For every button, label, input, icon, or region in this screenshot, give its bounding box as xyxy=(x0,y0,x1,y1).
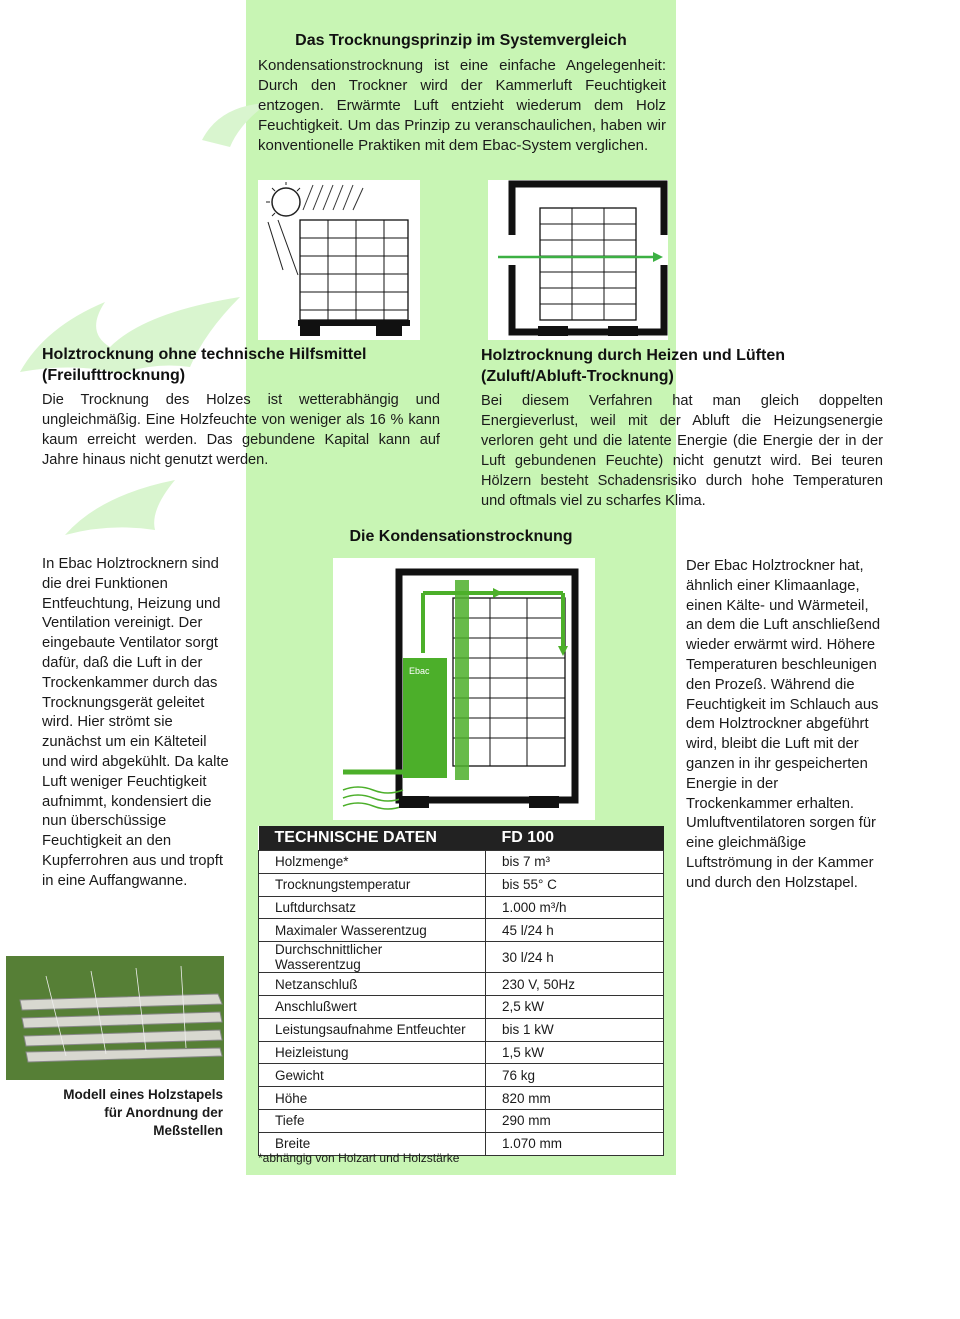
photo-caption-line1: Modell eines Holzstapels xyxy=(63,1087,223,1102)
table-cell-value: 1,5 kW xyxy=(486,1041,664,1064)
table-cell-label: Leistungsaufnahme Entfeuchter xyxy=(259,1018,486,1041)
table-cell-label: Netzanschluß xyxy=(259,973,486,996)
outdoor-drying-title xyxy=(42,344,442,386)
ebac-dryer-unit xyxy=(403,658,447,778)
condensation-title: Die Kondensationstrocknung xyxy=(349,528,573,545)
table-cell-value: 2,5 kW xyxy=(486,995,664,1018)
table-row xyxy=(259,896,664,919)
table-cell-value: 45 l/24 h xyxy=(486,919,664,942)
table-header-row xyxy=(259,826,664,851)
heating-drying-title xyxy=(481,345,901,387)
intro-paragraph: Kondensationstrocknung ist eine einfache Angelegenheit: Durch den Trockner wird der Kammerluft Feuchtigkeit entzogen. Erwärmte Luft entzieht wiederum dem Holz Feuchtigkeit. Um das Prinzip zu veranschaulichen, haben wir konventionelle Praktiken mit dem Ebac-System verglichen. xyxy=(258,57,666,154)
heating-drying-title-line1: Holztrocknung durch Heizen und Lüften xyxy=(481,347,785,364)
table-cell-label: Tiefe xyxy=(259,1109,486,1132)
table-row xyxy=(259,1018,664,1041)
wood-stack-photo xyxy=(6,956,224,1080)
heating-ventilation-illustration xyxy=(488,180,668,340)
table-row xyxy=(259,851,664,874)
table-row xyxy=(259,1041,664,1064)
ebac-unit-label: Ebac xyxy=(409,666,430,676)
table-cell-value: 820 mm xyxy=(486,1087,664,1110)
table-cell-label: Durchschnittlicher Wasserentzug xyxy=(259,942,486,973)
table-cell-value: bis 1 kW xyxy=(486,1018,664,1041)
table-row xyxy=(259,873,664,896)
photo-caption-line2: für Anordnung der xyxy=(104,1105,223,1120)
page-title: Das Trocknungsprinzip im Systemvergleich xyxy=(295,32,627,49)
table-row xyxy=(259,942,664,973)
table-row xyxy=(259,1064,664,1087)
outdoor-drying-title-line2: (Freilufttrocknung) xyxy=(42,367,186,384)
table-row xyxy=(259,919,664,942)
table-cell-label: Anschlußwert xyxy=(259,995,486,1018)
photo-caption-line3: Meßstellen xyxy=(153,1123,223,1138)
table-cell-label: Luftdurchsatz xyxy=(259,896,486,919)
table-row xyxy=(259,1109,664,1132)
technical-data-table xyxy=(258,826,664,1156)
table-cell-value: 1.000 m³/h xyxy=(486,896,664,919)
table-row xyxy=(259,973,664,996)
sun-icon xyxy=(272,188,300,216)
table-header-label: TECHNISCHE DATEN xyxy=(259,826,486,851)
table-cell-value: 30 l/24 h xyxy=(486,942,664,973)
table-cell-value: bis 7 m³ xyxy=(486,851,664,874)
table-cell-label: Holzmenge* xyxy=(259,851,486,874)
condensation-left-text: In Ebac Holztrocknern sind die drei Funktionen Entfeuchtung, Heizung und Ventilation vereinigt. Der eingebaute Ventilator sorgt dafür, daß die Luft in der Trockenkammer durch das Trocknungsgerät geleitet wird. Hier strömt sie zunächst um ein Kälteteil und wird abgekühlt. Da kalte Luft weniger Feuchtigkeit aufnimmt, kondensiert die nun überschüssige Feuchtigkeit an den Kupferrohren aus und tropft in eine Auffangwanne. xyxy=(42,556,229,889)
table-cell-value: 1.070 mm xyxy=(486,1132,664,1155)
table-cell-value: 230 V, 50Hz xyxy=(486,973,664,996)
table-cell-label: Trocknungstemperatur xyxy=(259,873,486,896)
condensation-dryer-illustration xyxy=(333,558,595,820)
table-cell-value: bis 55° C xyxy=(486,873,664,896)
leaf-swoosh-decoration xyxy=(60,475,180,540)
table-cell-label: Maximaler Wasserentzug xyxy=(259,919,486,942)
outdoor-drying-illustration xyxy=(258,180,420,340)
table-cell-value: 76 kg xyxy=(486,1064,664,1087)
condensation-right-text: Der Ebac Holztrockner hat, ähnlich einer Klimaanlage, einen Kälte- und Wärmeteil, an dem die Luft anschließend wieder erwärmt wird. Höhere Temperaturen beschleunigen den Prozeß. Während die Feuchtigkeit im Schlauch aus dem Holztrockner abgeführt wird, bleibt die Luft mit der ganzen in ihr gespeicherten Energie in der Trockenkammer erhalten. Umluftventilatoren sorgen für eine gleichmäßige Luftströmung in der Kammer und durch den Holzstapel. xyxy=(686,558,881,891)
table-header-model: FD 100 xyxy=(486,826,664,851)
heating-drying-text: Bei diesem Verfahren hat man gleich doppelten Energieverlust, weil mit der Abluft die Heizungsenergie verloren geht und die latente Energie (die Energie der in der Luft gebundenen Feuchte) nicht genutzt wird. Bei teuren Hölzern besteht Schadensrisiko durch hohe Temperaturen und oftmals viel zu scharfes Klima. xyxy=(481,393,883,509)
outdoor-drying-text: Die Trocknung des Holzes ist wetterabhängig und ungleichmäßig. Eine Holzfeuchte von weniger als 16 % kann kaum erreicht werden. Das gebundene Kapital kann auf Jahre hinaus nicht genutzt werden. xyxy=(42,392,440,468)
photo-caption xyxy=(30,1086,223,1140)
table-cell-label: Höhe xyxy=(259,1087,486,1110)
table-row xyxy=(259,1087,664,1110)
outdoor-drying-title-line1: Holztrocknung ohne technische Hilfsmittel xyxy=(42,346,367,363)
table-cell-label: Breite xyxy=(259,1132,486,1155)
table-cell-value: 290 mm xyxy=(486,1109,664,1132)
table-cell-label: Heizleistung xyxy=(259,1041,486,1064)
table-row xyxy=(259,995,664,1018)
heating-drying-title-line2: (Zuluft/Abluft-Trocknung) xyxy=(481,368,674,385)
table-footnote: *abhängig von Holzart und Holzstärke xyxy=(258,1151,460,1165)
table-cell-label: Gewicht xyxy=(259,1064,486,1087)
